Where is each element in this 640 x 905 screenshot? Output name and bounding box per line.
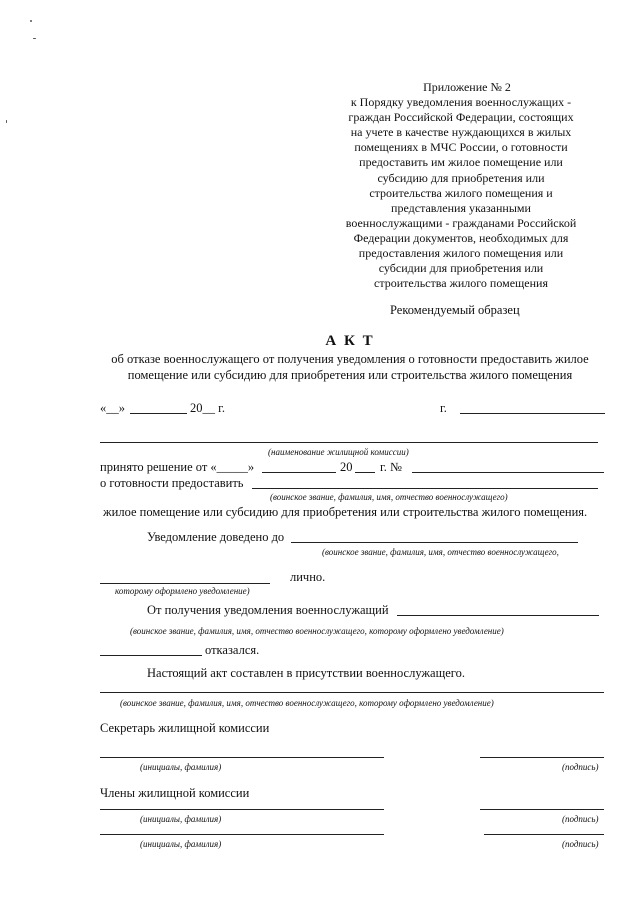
appendix-line: граждан Российской Федерации, состоящих [348, 110, 574, 125]
to-whom-caption: которому оформлено уведомление) [115, 586, 250, 596]
act-subtitle-line-2: помещение или субсидию для приобретения или строительства жилого помещения [127, 368, 573, 382]
notice-field-continued[interactable] [100, 583, 270, 584]
appendix-line: субсидии для приобретения или [378, 261, 544, 276]
secretary-signature-field[interactable] [480, 757, 604, 758]
appendix-line: строительства жилого помещения и [369, 185, 553, 200]
member-1-signature-field[interactable] [480, 809, 604, 810]
serviceman-field[interactable] [252, 488, 598, 489]
city-field[interactable] [460, 413, 605, 414]
act-subtitle-line-1: об отказе военнослужащего от получения уведомления о готовности предоставить жилое [111, 352, 589, 366]
member-2-initials-field[interactable] [100, 834, 384, 835]
serviceman-caption: (воинское звание, фамилия, имя, отчество военнослужащего) [270, 492, 508, 502]
sample-label: Рекомендуемый образец [390, 303, 520, 317]
member-1-initials-field[interactable] [100, 809, 384, 810]
members-label: Члены жилищной комиссии [100, 786, 250, 800]
notice-label: Уведомление доведено до [147, 530, 285, 544]
scan-mark [33, 38, 36, 39]
appendix-line: военнослужащими - гражданами Российской [345, 215, 577, 230]
date-year: 20__ г. [190, 401, 225, 415]
appendix-line: Федерации документов, необходимых для [353, 230, 569, 245]
notice-field[interactable] [291, 542, 578, 543]
appendix-block [325, 80, 597, 291]
presence-field[interactable] [100, 692, 604, 693]
refused-field[interactable] [100, 655, 202, 656]
member-2-signature-field[interactable] [484, 834, 604, 835]
scan-mark [30, 20, 32, 22]
appendix-line: строительства жилого помещения [374, 276, 548, 291]
appendix-line: субсидию для приобретения или [377, 170, 545, 185]
member-1-signature-caption: (подпись) [562, 814, 599, 824]
commission-caption: (наименование жилищной комиссии) [268, 447, 409, 457]
decision-year-field[interactable] [355, 472, 375, 473]
secretary-initials-field[interactable] [100, 757, 384, 758]
refusal-caption: (воинское звание, фамилия, имя, отчество военнослужащего, которому оформлено уведомление) [130, 626, 504, 636]
city-label: г. [440, 401, 447, 415]
appendix-line: на учете в качестве нуждающихся в жилых [350, 125, 572, 140]
presence-caption: (воинское звание, фамилия, имя, отчество военнослужащего, которому оформлено уведомление) [120, 698, 494, 708]
scan-mark [6, 120, 7, 123]
member-1-initials-caption: (инициалы, фамилия) [140, 814, 222, 824]
presence-line: Настоящий акт составлен в присутствии военнослужащего. [147, 666, 465, 680]
appendix-line: помещениях в МЧС России, о готовности [354, 140, 568, 155]
appendix-line: к Порядку уведомления военнослужащих - [350, 95, 572, 110]
readiness-label: о готовности предоставить [100, 476, 244, 490]
decision-prefix: принято решение от «_____» [100, 460, 255, 474]
refused-label: отказался. [205, 643, 260, 657]
decision-month-field[interactable] [262, 472, 336, 473]
decision-g-label: г. № [380, 460, 402, 474]
secretary-label: Секретарь жилищной комиссии [100, 721, 270, 735]
date-open: «__» [100, 401, 125, 415]
appendix-title: Приложение № 2 [423, 80, 511, 94]
act-title: А К Т [325, 333, 375, 349]
notice-caption: (воинское звание, фамилия, имя, отчество военнослужащего, [322, 547, 559, 557]
refusal-field[interactable] [397, 615, 599, 616]
secretary-signature-caption: (подпись) [562, 762, 599, 772]
refusal-label: От получения уведомления военнослужащий [147, 603, 389, 617]
decision-number-field[interactable] [412, 472, 604, 473]
member-2-initials-caption: (инициалы, фамилия) [140, 839, 222, 849]
appendix-line: предоставить им жилое помещение или [359, 155, 563, 170]
appendix-line: предоставления жилого помещения или [358, 246, 564, 261]
housing-line: жилое помещение или субсидию для приобретения или строительства жилого помещения. [103, 505, 588, 519]
secretary-initials-caption: (инициалы, фамилия) [140, 762, 222, 772]
decision-year: 20 [340, 460, 353, 474]
appendix-line: представления указанными [391, 200, 531, 215]
personally-label: лично. [290, 570, 326, 584]
member-2-signature-caption: (подпись) [562, 839, 599, 849]
date-month-field[interactable] [130, 413, 187, 414]
commission-field[interactable] [100, 442, 598, 443]
